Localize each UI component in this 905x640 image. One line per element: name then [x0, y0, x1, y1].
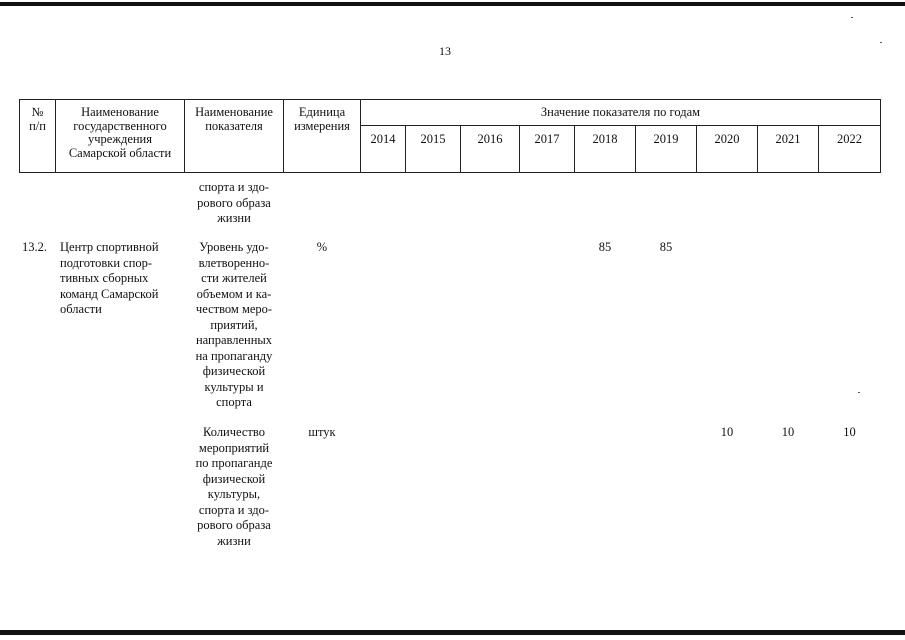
header-unit: Единица измерения [294, 105, 350, 133]
header-year: 2018 [592, 132, 618, 146]
header-year: 2020 [714, 132, 740, 146]
value-cell: 85 [659, 240, 673, 254]
header-year: 2016 [477, 132, 503, 146]
top-border-rule [0, 2, 905, 6]
indicator-name: Количество мероприятий по пропаганде физической культуры, спорта и здо- рового образа жизни [195, 425, 273, 548]
scan-speck [880, 42, 882, 43]
value-cell: 10 [843, 425, 856, 439]
header-year: 2021 [775, 132, 801, 146]
unit-value: % [316, 240, 328, 254]
scan-speck [858, 392, 860, 393]
header-values-group: Значение показателя по годам [540, 105, 701, 119]
header-num: № п/п [29, 105, 46, 133]
value-cell: 10 [781, 425, 795, 439]
header-year: 2017 [534, 132, 560, 146]
page-number: 13 [439, 44, 451, 58]
scan-speck [851, 17, 853, 18]
header-year: 2019 [653, 132, 679, 146]
bottom-border-rule [0, 630, 905, 635]
row-number: 13.2. [22, 240, 47, 254]
header-year: 2015 [420, 132, 446, 146]
header-indicator: Наименование показателя [195, 105, 273, 133]
value-cell: 85 [598, 240, 612, 254]
indicator-name: Уровень удо- влетворенно- сти жителей объемом и ка- чеством меро- приятий, направленных на пропаганду физической культуры и спорта [195, 240, 273, 409]
indicator-name: спорта и здо- рового образа жизни [197, 180, 271, 225]
header-institution: Наименование государственного учреждения Самарской области [68, 105, 172, 160]
header-year: 2014 [370, 132, 396, 146]
header-year: 2022 [837, 132, 862, 146]
institution-name: Центр спортивной подготовки спор- тивных сборных команд Самарской области [60, 240, 159, 316]
value-cell: 10 [720, 425, 734, 439]
unit-value: штук [308, 425, 336, 439]
